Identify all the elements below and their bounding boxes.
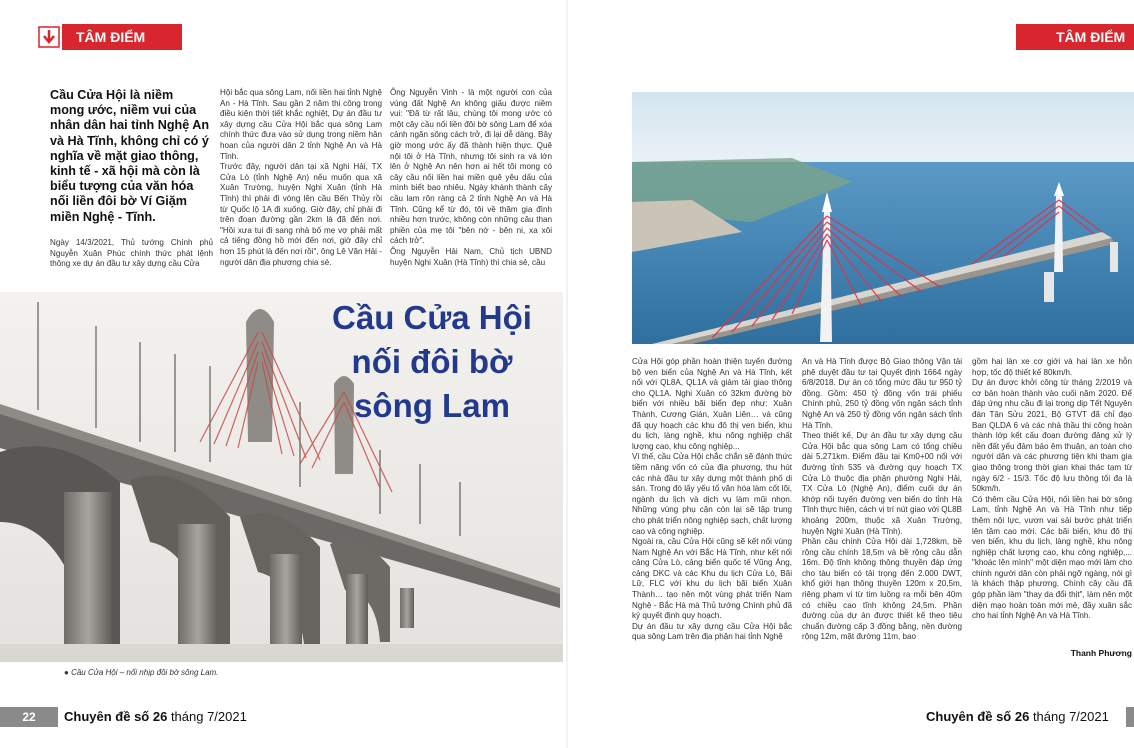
section-tag-label: TÂM ĐIỂM	[76, 29, 146, 45]
bridge-photo-right	[632, 92, 1134, 344]
spread-gutter	[566, 0, 568, 748]
bullet-icon: ●	[64, 668, 69, 677]
page-tab-right	[1126, 707, 1134, 727]
footer-date: tháng 7/2021	[170, 709, 247, 724]
left-col1-body: Ngày 14/3/2021, Thủ tướng Chính phủ Nguyễn Xuân Phúc chính thức phát lệnh thông xe dự án đầu tư xây dựng cầu Cửa	[50, 238, 213, 269]
footer-date-right: tháng 7/2021	[1032, 709, 1109, 724]
title-line-3: sông Lam	[354, 387, 510, 424]
title-line-1: Cầu Cửa Hội	[332, 299, 532, 336]
title-line-2: nối đôi bờ	[351, 343, 513, 380]
footer-issue-right: Chuyên đề số 26	[926, 709, 1030, 724]
footer-right	[926, 709, 1109, 724]
section-tag-label-right: TÂM ĐIỂM	[1056, 29, 1126, 45]
right-col3-body: gồm hai làn xe cơ giới và hai làn xe hỗn hợp, tốc độ thiết kế 80km/h. Dự án được khởi công từ tháng 2/2019 và cơ bản hoàn thành vào cuối năm 2020. Để đáp ứng nhu cầu đi lại trong dịp Tết Nguyên đán Tân Sửu 2021, Bộ GTVT đã chỉ đạo Ban QLDA 6 và các nhà thầu thi công hoàn thành lớp kết cấu đoạn đường đảng xử lý nền đất yếu đảm bảo êm thuận, an toàn cho người dân và các phương tiện khi tham gia giao thông trong thời gian khai thác tạm từ ngày 6/2 - 15/3. Tốc độ lưu thông tối đa là 50km/h. Có thêm cầu Cửa Hội, nối liền hai bờ sông Lam, tỉnh Nghệ An và Hà Tĩnh như tiếp thêm nội lực, vươn vai sải bước phát triển lên tầm cao mới. Các bãi biển, khu đô thị ven biển, khu du lịch, làng nghề, khu nông nghiệp chất lượng cao, khu công nghiệp,... "khoác lên mình" một diện mạo mới làm cho chính người dân còn phải ngỡ ngàng, nói gì là khách thập phương. Chính cây cầu đã góp phần làm "thay da đổi thịt", làm nên một diện mạo hoàn toàn mới mẻ, đầy xuân sắc cho hai tỉnh Nghệ An và Hà Tĩnh.	[972, 357, 1132, 621]
article-title	[322, 296, 542, 428]
byline: Thanh Phương	[1070, 648, 1132, 658]
caption-text: Cầu Cửa Hội – nối nhịp đôi bờ sông Lam.	[71, 668, 219, 677]
download-arrow-icon	[36, 24, 62, 50]
left-col3-body: Ông Nguyễn Vinh - là một người con của vùng đất Nghệ An không giấu được niềm vui: "Đã từ rất lâu, chúng tôi mong ước có một cây cầu nối liền đôi bờ sông Lam để xóa cảnh ngăn sông cách trở, đi lại dễ dàng. Bây giờ mong ước ấy đã thành hiện thực. Quê nội tôi ở Hà Tĩnh, nhưng tôi sinh ra và lớn lên ở Nghệ An nên hơn ai hết tôi mong có cây cầu nối liền hai miền quê yêu dấu của mình biết bao nhiêu. Ngày khánh thành cây cầu lam rôn ràng cả 2 tỉnh Nghệ An và Hà Tĩnh. Cũng kể từ đó, tôi về thăm gia đình nhiều hơn trước, không còn những câu than phiền của mẹ tôi "bên nớ - bên ni, xa xôi cách trở". Ông Nguyễn Hải Nam, Chủ tịch UBND huyện Nghi Xuân (Hà Tĩnh) thì chia sẻ, cầu	[390, 88, 552, 267]
page-number-left: 22	[0, 707, 58, 727]
footer-issue: Chuyên đề số 26	[64, 709, 168, 724]
lead-paragraph: Cầu Cửa Hội là niềm mong ước, niềm vui của nhân dân hai tỉnh Nghệ An và Hà Tĩnh, không chỉ có ý nghĩa về mặt giao thông, kinh tế - xã hội mà còn là biểu tượng của văn hóa nối liền đôi bờ Ví Giặm miền Nghệ - Tĩnh.	[50, 88, 210, 224]
footer-left	[64, 709, 247, 724]
photo-caption	[64, 668, 218, 677]
right-col1-body: Cửa Hội góp phần hoàn thiện tuyến đường bộ ven biển của Nghệ An và Hà Tĩnh, kết nối với QL8A, QL1A và giảm tải giao thông cho QL1A. Nghi Xuân có 32km đường bờ biển với nhiều bãi biển đẹp như: Xuân Thành, Cương Gián, Xuân Liên… và cũng đã quy hoạch các khu đô thị ven biển, khu du lịch, làng nghề, khu nông nghiệp chất lượng cao, khu công nghiệp... Vì thế, cầu Cửa Hội chắc chắn sẽ đánh thức tiềm năng vốn có của địa phương, thu hút các nhà đầu tư xây dựng một thành phố di sản. Trong đó lấy yếu tố văn hóa làm cốt lõi, ngành du lịch và dịch vụ làm mũi nhọn. Những vùng phụ cận còn lại sẽ tập trung cho phát triển nông nghiệp sạch, chất lượng cao và công nghiệp. Ngoài ra, cầu Cửa Hội cũng sẽ kết nối vùng Nam Nghệ An với Bắc Hà Tĩnh, như kết nối cảng Cửa Lò, cảng biển quốc tế Vũng Áng, cảng DKC và các Khu du lịch Cửa Lò, Bãi Lữ, FLC với khu du lịch bãi biển Xuân Thành… tạo nên một vùng phát triển Nam Nghệ - Bắc Hà mà Thủ tướng Chính phủ đã ký quyết định quy hoạch. Dự án đầu tư xây dựng cầu Cửa Hội bắc qua sông Lam trên địa phận hai tỉnh Nghệ	[632, 357, 792, 642]
section-tag-left	[36, 24, 182, 50]
left-col2-body: Hội bắc qua sông Lam, nối liền hai tỉnh Nghệ An - Hà Tĩnh. Sau gần 2 năm thi công trong điều kiện thời tiết khắc nghiệt, Dự án đầu tư xây dựng cầu Cửa Hội bắc qua sông Lam chính thức đưa vào sử dụng trong niềm hân hoan của người dân 2 tỉnh Nghệ An và Hà Tĩnh. Trước đây, người dân tại xã Nghi Hải, TX Cửa Lò (tỉnh Nghệ An) nếu muốn qua xã Xuân Trường, huyện Nghi Xuân (tỉnh Hà Tĩnh) thì phải đi vòng lên cầu Bến Thủy rồi từ Quốc lộ 1A đi xuống. Giờ đây, chỉ phải đi trên đoạn đường gần 2km là đã đến nơi. "Hồi xưa tui đi sang nhà bố mẹ vợ phải mất cả tiếng đồng hồ mới đến nơi, giờ đây chỉ hơn 15 phút là đến nơi rồi", ông Lê Văn Hải - người dân địa phương chia sẻ.	[220, 88, 382, 267]
section-tag-right	[1016, 24, 1134, 50]
right-col2-body: An và Hà Tĩnh được Bộ Giao thông Vận tải phê duyệt đầu tư tại Quyết định 1664 ngày 6/8/2018. Dự án có tổng mức đầu tư 950 tỷ đồng. Gồm: 450 tỷ đồng vốn trái phiếu Chính phủ, 250 tỷ đồng vốn ngân sách tỉnh Nghệ An và 250 tỷ đồng vốn ngân sách tỉnh Hà Tĩnh. Theo thiết kế, Dự án đầu tư xây dựng cầu Cửa Hội bắc qua sông Lam có tổng chiều dài 5.271km. Điểm đầu tại Km0+00 nối với đường tỉnh 535 và đường quy hoạch TX Cửa Lò thuộc địa phận phường Nghi Hải, TX Cửa Lò (Nghệ An), điểm cuối dự án khớp nối tuyến đường ven biển do tỉnh Hà Tĩnh thực hiện, cách vị trí nút giao với QL8B khoảng 200m, thuộc xã Xuân Trường, huyện Nghi Xuân (Hà Tĩnh). Phần cầu chính Cửa Hội dài 1,728km, bề rộng cầu chính 18,5m và bề rộng cầu dẫn 16m. Độ tĩnh không thông thuyền đáp ứng cho tàu biển có tải trọng đến 2.000 DWT, khổ giới hạn thông thuyền 120m x 20,5m, riêng phạm vi từ tim luồng ra mỗi bên 40m có chiều cao tĩnh không 24,5m. Phần đường của dự án được thiết kế theo tiêu chuẩn đường cấp 3 đồng bằng, nền đường rộng 12m, mặt đường 11m, bao	[802, 357, 962, 642]
